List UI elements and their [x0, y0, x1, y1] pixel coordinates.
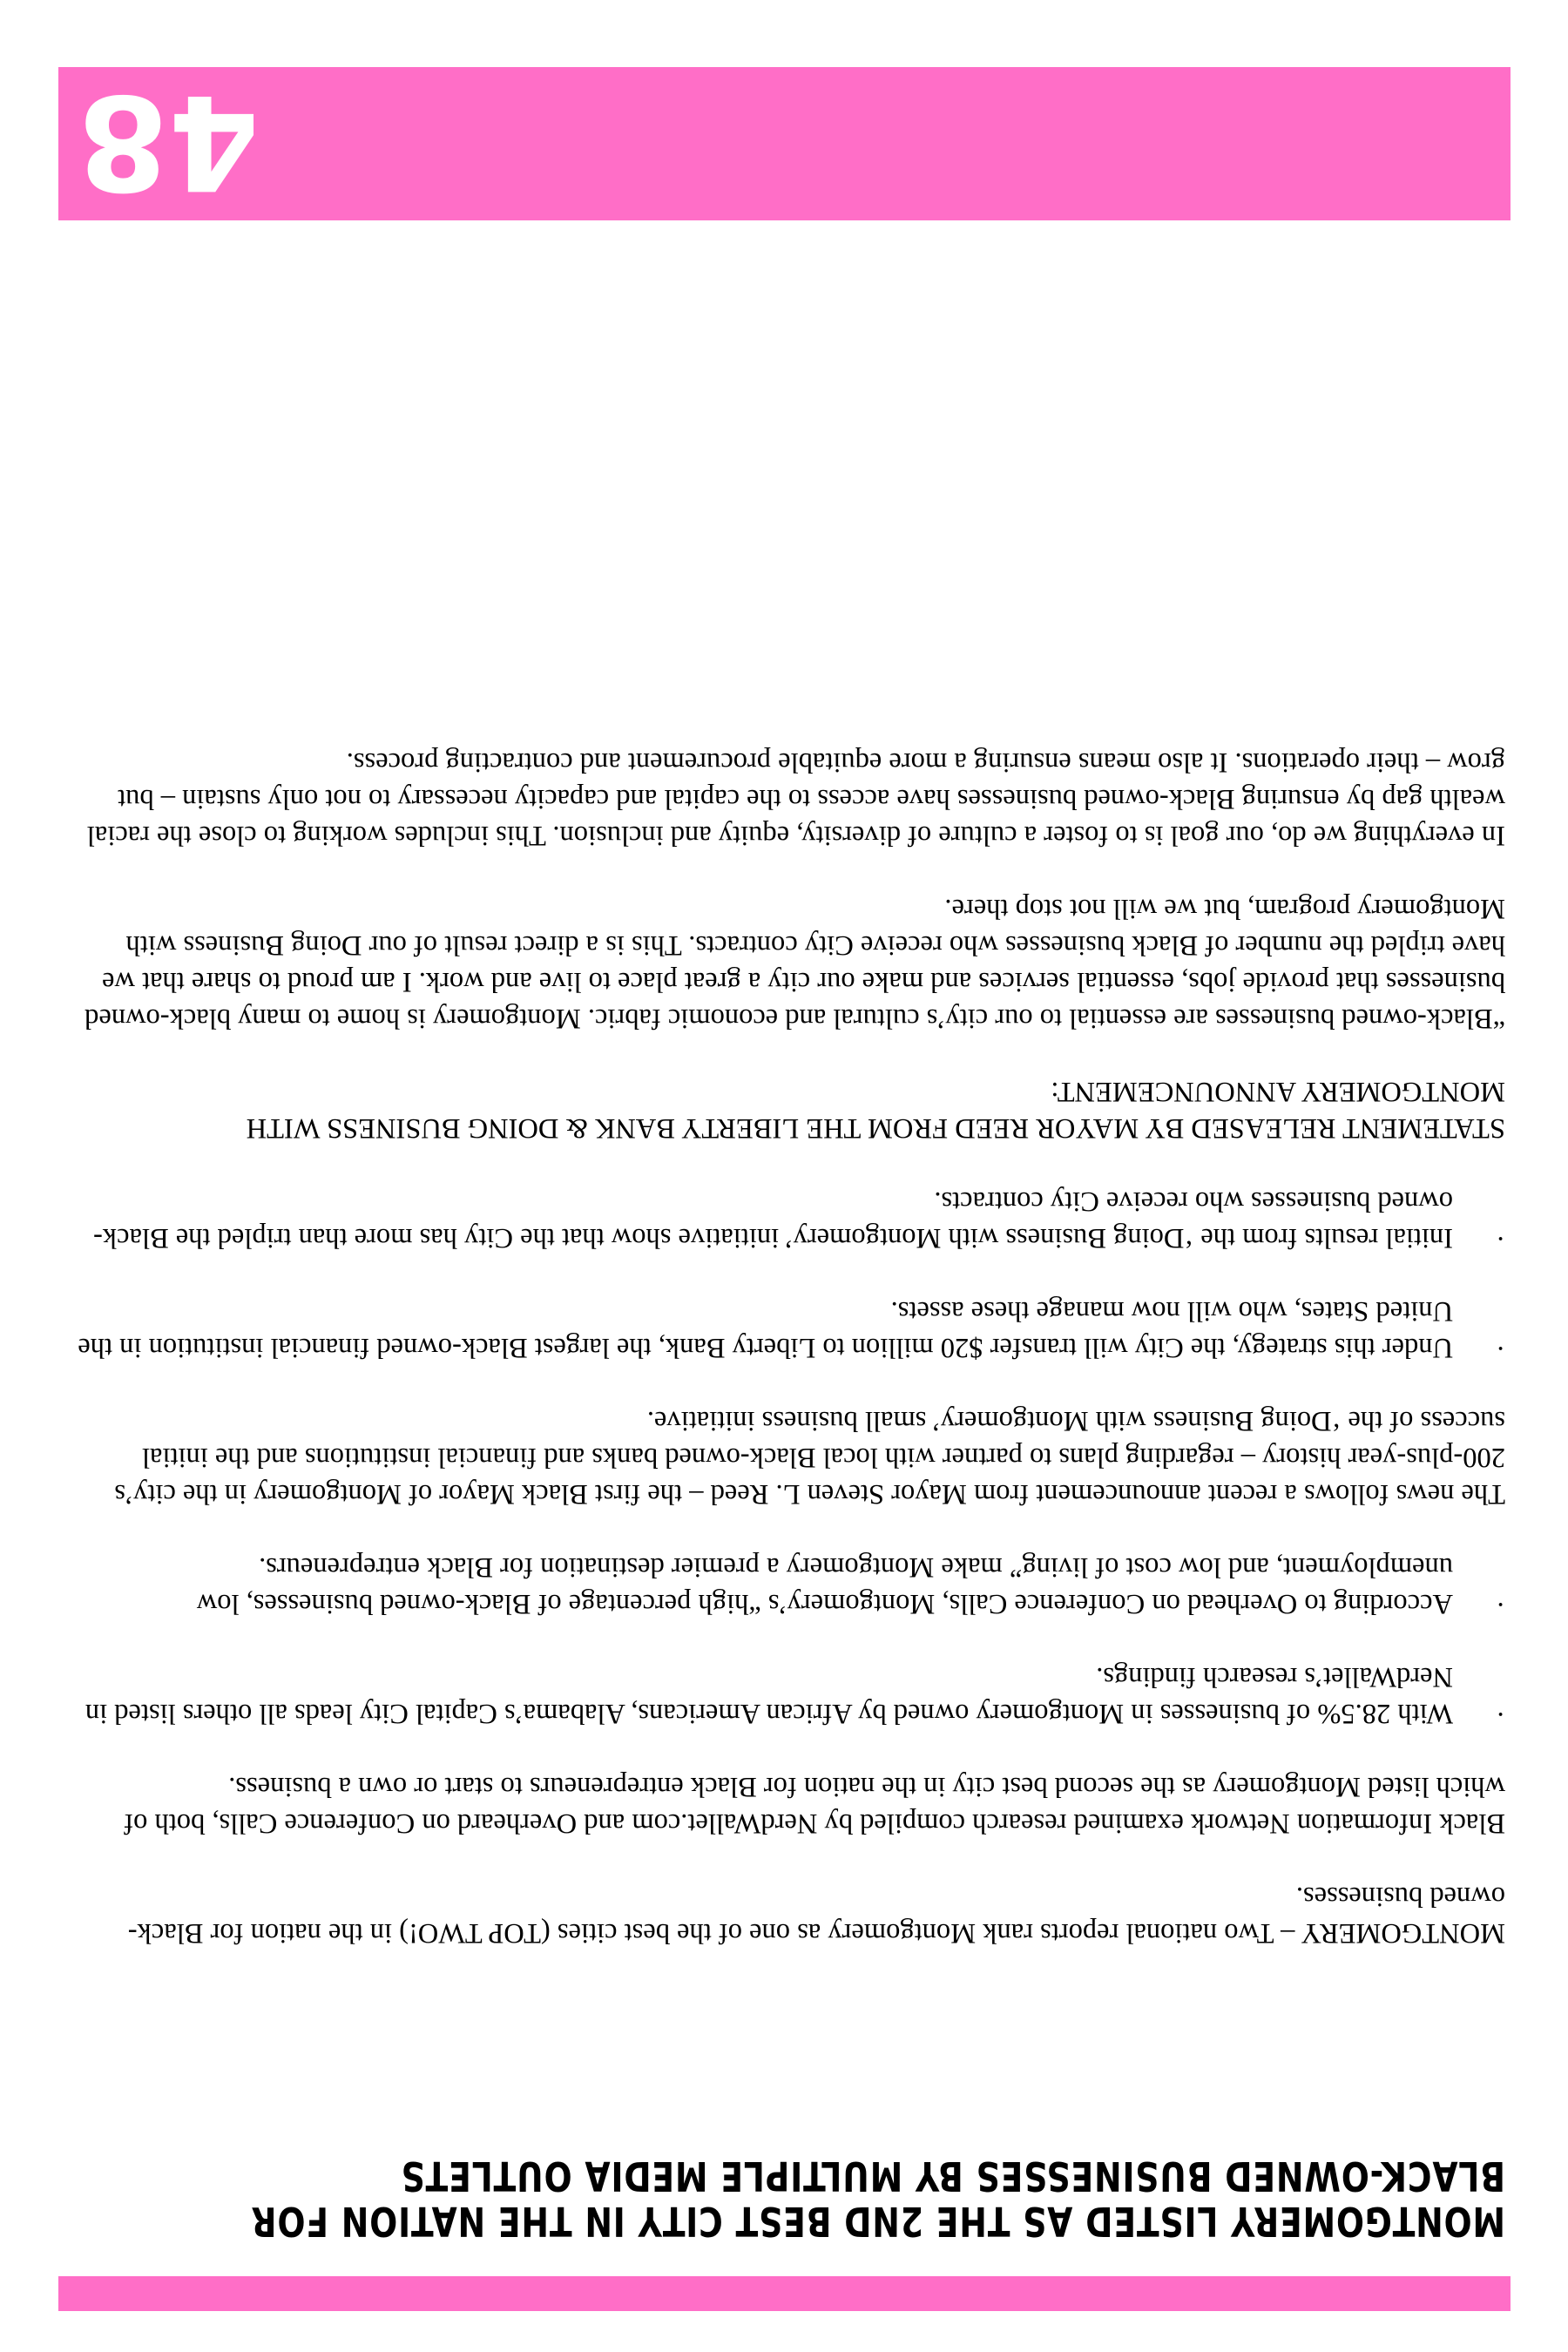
- announcement-paragraph: The news follows a recent announcement from Mayor Steven L. Reed – the first Black Mayor of Montgomery in the city’s 200-plus-year history – regarding plans to partner with local Black-owned banks and financial institutions and the initial success of the ‘Doing Business with Montgomery’ small business initiative.: [114, 1405, 1505, 1510]
- bullet-text: According to Overhead on Conference Calls, Montgomery’s “high percentage of Black-owned businesses, low unemployment, and low cost of living” make Montgomery a premier destination for Black entrepreneurs.: [196, 1551, 1453, 1619]
- top-accent-band: [58, 2276, 1511, 2311]
- bullet-text: Under this strategy, the City will transfer $20 million to Liberty Bank, the largest Black-owned financial institution in the United States, who will now manage these assets.: [78, 1295, 1453, 1363]
- quote-paragraph: “Black-owned businesses are essential to our city’s cultural and economic fabric. Montgomery is home to many black-owned businesses that provide jobs, essential services and make our city a great place to live and work. I am proud to share that we have tripled the number of Black businesses who receive City contracts. This is a direct result of our Doing Business with Montgomery program, but we will not stop there.: [84, 893, 1505, 1034]
- bullet-marker: ·: [1496, 1332, 1505, 1363]
- bullet-marker: ·: [1496, 1222, 1505, 1254]
- bullet-marker: ·: [1496, 1588, 1505, 1619]
- article-body: [77, 707, 1505, 1951]
- quote-paragraph: In everything we do, our goal is to foster a culture of diversity, equity and inclusion. This includes working to close the racial wealth gap by ensuring Black-owned businesses have access to the capital and capacity necessary to not only sustain – but grow – their operations. It also means ensuring a more equitable procurement and contracting process.: [86, 747, 1505, 851]
- bullet-item: [77, 1659, 1505, 1732]
- bullet-item: [77, 1293, 1505, 1366]
- headline: [63, 2153, 1505, 2244]
- bullet-item: [77, 1549, 1505, 1622]
- headline-line-2: BLACK-OWNED BUSINESSES BY MULTIPLE MEDIA OUTLETS: [400, 2153, 1505, 2200]
- statement-heading: STATEMENT RELEASED BY MAYOR REED FROM THE LIBERTY BANK & DOING BUSINESS WITH MONTGOMERY ANNOUNCEMENT:: [246, 1076, 1505, 1144]
- page-number-band: [58, 67, 1511, 220]
- bullet-item: [77, 1183, 1505, 1256]
- bullet-text: Initial results from the ‘Doing Business with Montgomery’ initiative show that the City has more than tripled the Black-owned businesses who receive City contracts.: [93, 1186, 1453, 1254]
- page-number: 48: [78, 65, 260, 217]
- research-paragraph: Black Information Network examined research compiled by NerdWallet.com and Overheard on Conference Calls, both of which listed Montgomery as the second best city in the nation for Black entrepreneurs to start or own a business.: [124, 1771, 1505, 1839]
- bullet-text: With 28.5% of businesses in Montgomery owned by African Americans, Alabama’s Capital City leads all others listed in NerdWallet’s research findings.: [84, 1661, 1453, 1729]
- lead-paragraph: MONTGOMERY – Two national reports rank Montgomery as one of the best cities (TOP TWO!) in the nation for Black-owned businesses.: [127, 1881, 1505, 1949]
- headline-line-1: MONTGOMERY LISTED AS THE 2ND BEST CITY IN THE NATION FOR: [250, 2198, 1505, 2245]
- bullet-marker: ·: [1496, 1698, 1505, 1729]
